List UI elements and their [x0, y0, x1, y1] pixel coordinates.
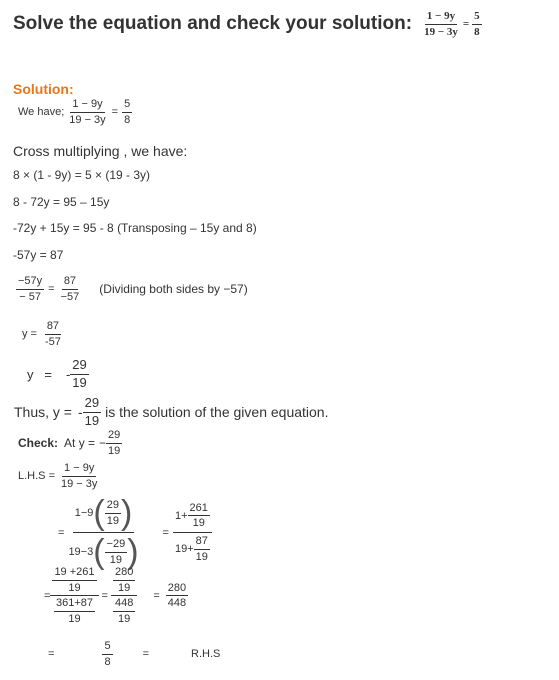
rhs-label: R.H.S	[191, 648, 221, 661]
we-have-rhs-fraction: $\frac{5}{8}$	[124, 98, 131, 126]
substitution-1-simplified-fraction: 1+ $\frac{261}{19}$ 19+ $\frac{87}{19}$	[173, 502, 212, 564]
step-5-note: (Dividing both sides by −57)	[99, 282, 248, 297]
page-title: Solve the equation and check your solution: $\frac{1 - 9y}{19 - 3y}$ = $\frac{5}{8}$	[13, 10, 480, 38]
substitution-1-complex-fraction: 1−9 ( $\frac{29}{19}$ ) 19−3 ( $\frac{-29}{19}$ )	[68, 494, 139, 571]
substitution-2-fraction-a: $\frac{\frac{19 +261}{19}}{\frac{361+87}{19}}$	[50, 566, 98, 626]
step-1: 8 × (1 - 9y) = 5 × (19 - 3y)	[13, 168, 151, 182]
substitution-2-fraction-c: $\frac{280}{448}$	[167, 581, 187, 610]
step-4: -57y = 87	[13, 248, 64, 262]
step-5: $\frac{-57y}{- 57}$ = $\frac{87}{-57}$ (Dividing both sides by −57)	[18, 275, 248, 303]
check-line: Check: At y = − $\frac{29}{19}$	[18, 429, 121, 457]
check-label: Check:	[18, 436, 59, 451]
step-5-lhs-fraction: $\frac{-57y}{- 57}$	[18, 275, 43, 303]
lhs-fraction: $\frac{1 - 9y}{19 - 3y}$	[61, 462, 98, 490]
step-7-fraction: $\frac{29}{19}$	[72, 357, 87, 390]
title-rhs-fraction: $\frac{5}{8}$	[474, 10, 480, 38]
cross-multiply-text: Cross multiplying , we have:	[13, 143, 188, 159]
thus-fraction: $\frac{29}{19}$	[84, 395, 100, 428]
step-2: 8 - 72y = 95 – 15y	[13, 195, 110, 209]
solution-label: Solution:	[13, 81, 74, 97]
step-6-fraction: $\frac{87}{-57}$	[44, 320, 61, 348]
check-fraction: $\frac{29}{19}$	[108, 429, 121, 457]
thus-line: Thus, y = - $\frac{29}{19}$ is the solution of the given equation.	[14, 395, 329, 428]
final-fraction: $\frac{5}{8}$	[104, 640, 111, 668]
title-fraction: $\frac{1 - 9y}{19 - 3y}$	[424, 10, 458, 38]
step-5-rhs-fraction: $\frac{87}{-57}$	[60, 275, 80, 303]
substitution-1: = 1−9 ( $\frac{29}{19}$ ) 19−3 ( $\frac{-29}{19}$ ) = 1+ $\frac{261}{19}$ 19+ $\frac{87}{19}$	[58, 496, 212, 569]
lhs-line: L.H.S = $\frac{1 - 9y}{19 - 3y}$	[18, 462, 98, 490]
substitution-2-fraction-b: $\frac{\frac{280}{19}}{\frac{448}{19}}$	[111, 566, 137, 626]
we-have-line: We have; $\frac{1 - 9y}{19 - 3y}$ = $\frac{5}{8}$	[18, 98, 131, 126]
we-have-fraction: $\frac{1 - 9y}{19 - 3y}$	[69, 98, 106, 126]
step-7: y = - $\frac{29}{19}$	[27, 357, 87, 390]
step-6: y = $\frac{87}{-57}$	[22, 320, 61, 348]
title-text: Solve the equation and check your solution:	[13, 13, 413, 35]
final-line: = $\frac{5}{8}$ = R.H.S	[48, 640, 221, 668]
step-3: -72y + 15y = 95 - 8 (Transposing – 15y and 8)	[13, 221, 257, 235]
substitution-2: = $\frac{\frac{19 +261}{19}}{\frac{361+87}{19}}$ = $\frac{\frac{280}{19}}{\frac{448}{19}}$ = $\frac{280}{448}$	[44, 566, 187, 625]
